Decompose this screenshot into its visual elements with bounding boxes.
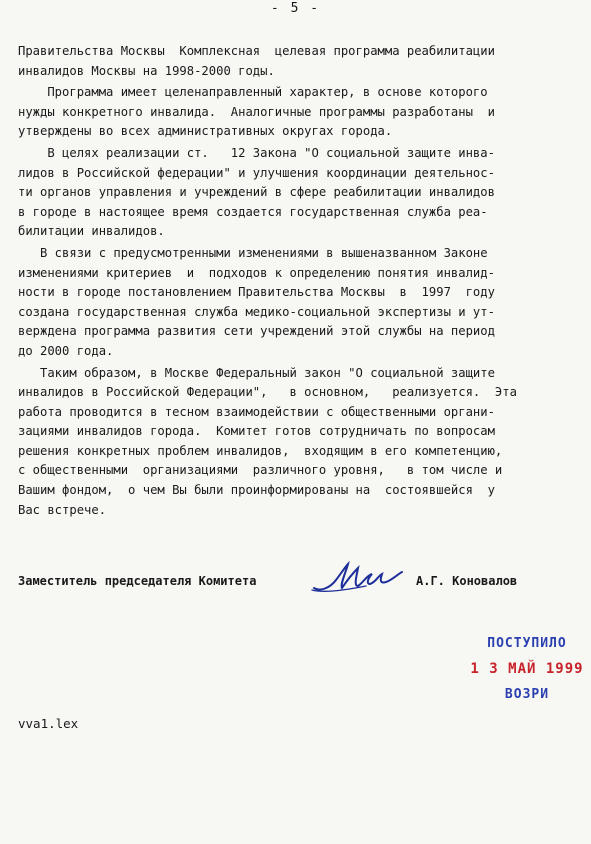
text-line: Правительства Москвы Комплексная целевая программа реабилитации xyxy=(18,44,495,58)
text-line: до 2000 года. xyxy=(18,343,114,358)
handwritten-signature xyxy=(306,558,416,598)
text-line: ности в городе постановлением Правительства Москвы в 1997 году xyxy=(18,285,495,300)
text-line: Программа имеет целенаправленный характер, в основе которого xyxy=(18,85,488,100)
page-number: - 5 - xyxy=(270,1,321,16)
text-line: в городе в настоящее время создается государственная служба реа- xyxy=(18,204,488,219)
text-line: лидов в Российской федерации" и улучшения координации деятельнос- xyxy=(18,165,495,180)
stamp-organization: ВОЗРИ xyxy=(504,687,550,702)
paragraph-4 xyxy=(18,244,578,362)
file-reference: vva1.lex xyxy=(18,716,79,731)
paragraph-2 xyxy=(18,83,578,142)
text-line: зациями инвалидов города. Комитет готов сотрудничать по вопросам xyxy=(18,424,495,439)
received-stamp xyxy=(467,636,587,702)
paragraph-5 xyxy=(18,364,578,521)
stamp-date: 1 3 МАЙ 1999 xyxy=(470,661,584,677)
text-line: утверждены во всех административных округах города. xyxy=(18,124,393,139)
text-line: решения конкретных проблем инвалидов, входящим в его компетенцию, xyxy=(18,443,503,458)
stamp-received-label: ПОСТУПИЛО xyxy=(487,636,567,651)
text-line: работа проводится в тесном взаимодействии с общественными органи- xyxy=(18,404,495,419)
text-line: с общественными организациями различного уровня, в том числе и xyxy=(18,463,503,478)
text-line: верждена программа развития сети учреждений этой службы на период xyxy=(18,324,495,339)
paragraph-1 xyxy=(18,42,578,81)
text-line: Таким образом, в Москве Федеральный закон "О социальной защите xyxy=(18,365,495,380)
text-line: ти органов управления и учреждений в сфере реабилитации инвалидов xyxy=(18,185,495,200)
text-line: нужды конкретного инвалида. Аналогичные программы разработаны и xyxy=(18,104,495,119)
text-line: Вашим фондом, о чем Вы были проинформированы на состоявшейся у xyxy=(18,483,495,498)
text-line: инвалидов Москвы на 1998-2000 годы. xyxy=(18,63,275,78)
signature-block xyxy=(18,570,578,600)
text-line: Вас встрече. xyxy=(18,502,107,517)
text-line: билитации инвалидов. xyxy=(18,224,165,239)
text-line: В связи с предусмотренными изменениями в вышеназванном Законе xyxy=(18,245,488,260)
signatory-title: Заместитель председателя Комитета xyxy=(18,574,257,588)
text-line: создана государственная служба медико-социальной экспертизы и ут- xyxy=(18,304,495,319)
signatory-name: А.Г. Коновалов xyxy=(416,574,518,588)
text-line: инвалидов в Российской Федерации", в основном, реализуется. Эта xyxy=(18,385,517,400)
paragraph-3 xyxy=(18,144,578,242)
text-line: изменениями критериев и подходов к определению понятия инвалид- xyxy=(18,265,495,280)
letter-body xyxy=(18,42,578,522)
text-line: В целях реализации ст. 12 Закона "О социальной защите инва- xyxy=(18,145,495,160)
